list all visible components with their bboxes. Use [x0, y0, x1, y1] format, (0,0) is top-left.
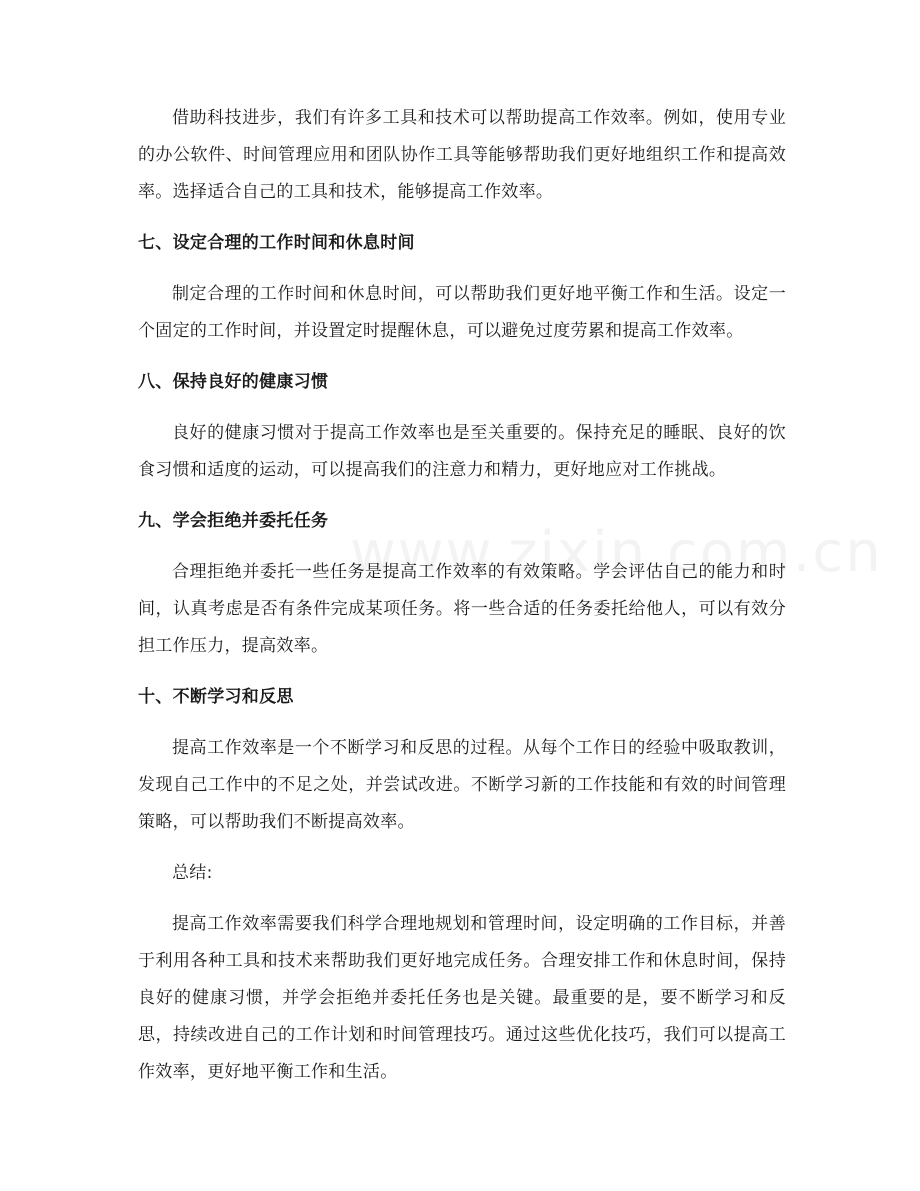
section-body-8: 良好的健康习惯对于提高工作效率也是至关重要的。保持充足的睡眠、良好的饮食习惯和适度的运动，可以提高我们的注意力和精力，更好地应对工作挑战。: [138, 423, 786, 480]
section-heading-9: 九、学会拒绝并委托任务: [138, 511, 329, 531]
intro-paragraph: 借助科技进步，我们有许多工具和技术可以帮助提高工作效率。例如，使用专业的办公软件、时间管理应用和团队协作工具等能够帮助我们更好地组织工作和提高效率。选择适合自己的工具和技术，能够提高工作效率。: [138, 108, 786, 202]
document-page: [138, 100, 786, 1091]
section-body-7: 制定合理的工作时间和休息时间，可以帮助我们更好地平衡工作和生活。设定一个固定的工作时间，并设置定时提醒休息，可以避免过度劳累和提高工作效率。: [138, 284, 786, 341]
section-body-10: 提高工作效率是一个不断学习和反思的过程。从每个工作日的经验中吸取教训，发现自己工作中的不足之处，并尝试改进。不断学习新的工作技能和有效的时间管理策略，可以帮助我们不断提高效率。: [138, 738, 786, 832]
section-heading-7: 七、设定合理的工作时间和休息时间: [138, 233, 415, 253]
section-heading-8: 八、保持良好的健康习惯: [138, 372, 329, 392]
summary-paragraph: 提高工作效率需要我们科学合理地规划和管理时间，设定明确的工作目标，并善于利用各种工具和技术来帮助我们更好地完成任务。合理安排工作和休息时间，保持良好的健康习惯，并学会拒绝并委托任务也是关键。最重要的是，要不断学习和反思，持续改进自己的工作计划和时间管理技巧。通过这些优化技巧，我们可以提高工作效率，更好地平衡工作和生活。: [138, 914, 786, 1082]
section-heading-10: 十、不断学习和反思: [138, 687, 294, 707]
section-body-9: 合理拒绝并委托一些任务是提高工作效率的有效策略。学会评估自己的能力和时间，认真考虑是否有条件完成某项任务。将一些合适的任务委托给他人，可以有效分担工作压力，提高效率。: [138, 562, 786, 656]
summary-label: 总结:: [172, 863, 213, 883]
